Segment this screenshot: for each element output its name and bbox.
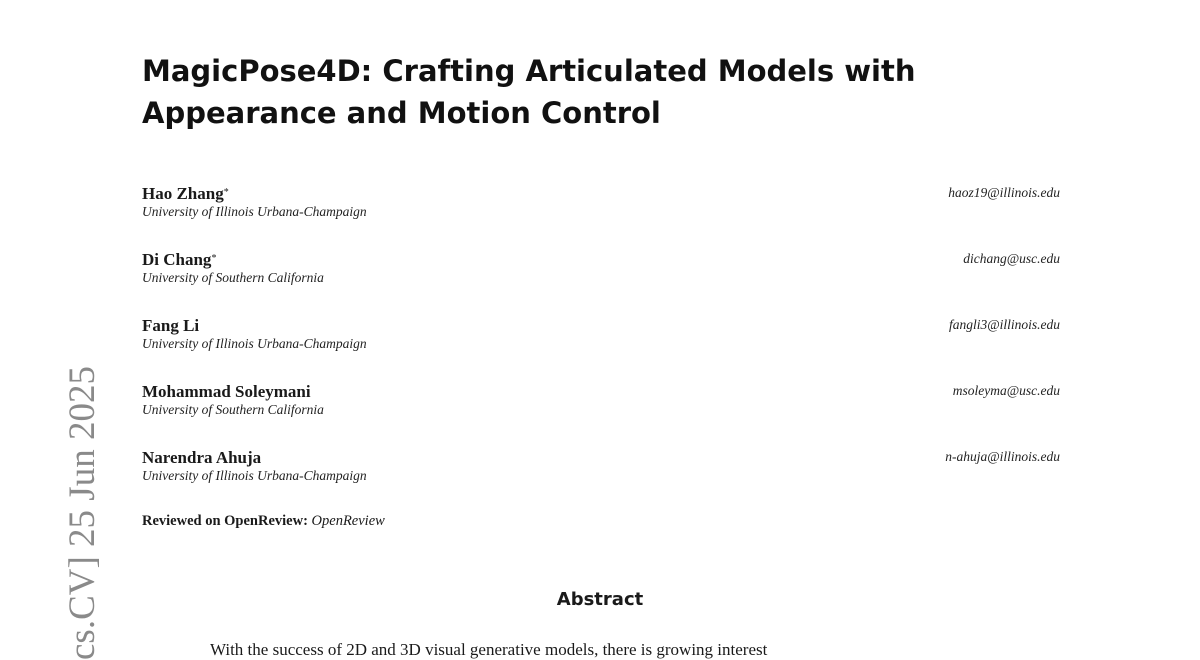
author-name: Fang Li xyxy=(142,316,200,335)
author-affiliation: University of Southern California xyxy=(142,402,324,417)
author-name: Hao Zhang* xyxy=(142,184,229,203)
equal-contribution-mark: * xyxy=(211,253,217,264)
author-email[interactable]: msoleyma@usc.edu xyxy=(952,383,1060,398)
paper-title: MagicPose4D: Crafting Articulated Models with Appearance and Motion Control xyxy=(142,54,916,130)
author-name: Di Chang* xyxy=(142,250,217,269)
author-block xyxy=(142,316,1060,353)
author-block xyxy=(142,382,1060,419)
author-name: Mohammad Soleymani xyxy=(142,382,311,401)
author-email[interactable]: dichang@usc.edu xyxy=(963,251,1060,266)
author-block xyxy=(142,250,1060,287)
arxiv-stamp: cs.CV] 25 Jun 2025 xyxy=(62,366,103,660)
equal-contribution-mark: * xyxy=(223,187,229,198)
author-affiliation: University of Illinois Urbana-Champaign xyxy=(142,336,367,351)
author-email[interactable]: haoz19@illinois.edu xyxy=(948,185,1060,200)
abstract-first-line: With the success of 2D and 3D visual generative models, there is growing interest xyxy=(210,640,768,659)
openreview-link[interactable]: OpenReview xyxy=(311,513,385,529)
reviewed-on-line xyxy=(142,513,385,530)
reviewed-label: Reviewed on OpenReview: xyxy=(142,513,308,529)
author-affiliation: University of Illinois Urbana-Champaign xyxy=(142,204,367,219)
abstract-heading: Abstract xyxy=(556,589,644,610)
author-block xyxy=(142,448,1060,485)
author-email[interactable]: n-ahuja@illinois.edu xyxy=(945,449,1060,464)
author-affiliation: University of Illinois Urbana-Champaign xyxy=(142,468,367,483)
author-block xyxy=(142,184,1060,221)
author-email[interactable]: fangli3@illinois.edu xyxy=(948,317,1060,332)
author-affiliation: University of Southern California xyxy=(142,270,324,285)
author-name: Narendra Ahuja xyxy=(142,448,262,467)
